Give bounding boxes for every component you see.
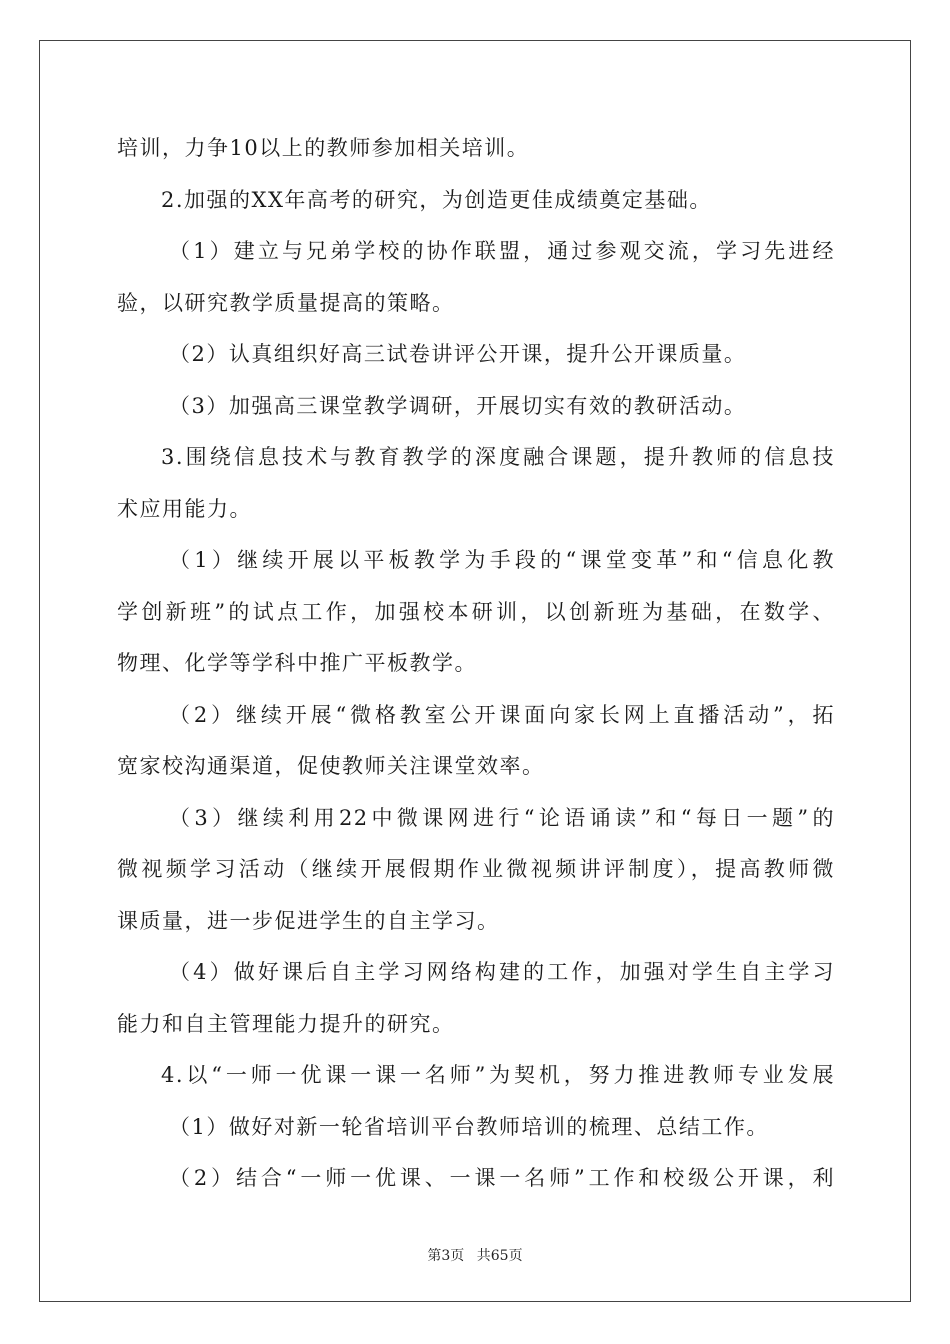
text-line: （2）结合“一师一优课、一课一名师”工作和校级公开课，利 — [169, 1166, 835, 1190]
text-line: 验，以研究教学质量提高的策略。 — [117, 290, 455, 315]
page-footer — [0, 1245, 950, 1265]
text-line: （1）建立与兄弟学校的协作联盟，通过参观交流，学习先进经 — [169, 239, 835, 263]
text-line: 培训，力争10以上的教师参加相关培训。 — [117, 136, 530, 160]
text-line: （1）继续开展以平板教学为手段的“课堂变革”和“信息化教 — [169, 548, 835, 572]
text-line: 学创新班”的试点工作，加强校本研训，以创新班为基础，在数学、 — [117, 599, 835, 624]
text-line: 微视频学习活动（继续开展假期作业微视频讲评制度），提高教师微 — [117, 857, 835, 881]
page-total: 共65页 — [476, 1248, 523, 1264]
text-line: 宽家校沟通渠道，促使教师关注课堂效率。 — [117, 754, 545, 778]
document-body — [117, 128, 835, 1210]
text-line: （1）做好对新一轮省培训平台教师培训的梳理、总结工作。 — [169, 1114, 769, 1139]
text-line: （3）加强高三课堂教学调研，开展切实有效的教研活动。 — [169, 393, 747, 418]
text-line: 课质量，进一步促进学生的自主学习。 — [117, 908, 500, 933]
text-line: （4）做好课后自主学习网络构建的工作，加强对学生自主学习 — [169, 960, 835, 984]
text-line: 术应用能力。 — [117, 496, 252, 521]
text-line: 4.以“一师一优课一课一名师”为契机，努力推进教师专业发展 — [161, 1063, 835, 1087]
text-line: （2）继续开展“微格教室公开课面向家长网上直播活动”，拓 — [169, 702, 835, 727]
text-line: 2.加强的XX年高考的研究，为创造更佳成绩奠定基础。 — [161, 187, 712, 212]
text-line: 3.围绕信息技术与教育教学的深度融合课题，提升教师的信息技 — [161, 445, 835, 469]
text-line: （2）认真组织好高三试卷讲评公开课，提升公开课质量。 — [169, 342, 747, 366]
text-line: 能力和自主管理能力提升的研究。 — [117, 1011, 455, 1036]
page-number: 第3页 — [427, 1248, 465, 1264]
text-line: 物理、化学等学科中推广平板教学。 — [117, 651, 477, 675]
text-line: （3）继续利用22中微课网进行“论语诵读”和“每日一题”的 — [169, 805, 835, 830]
